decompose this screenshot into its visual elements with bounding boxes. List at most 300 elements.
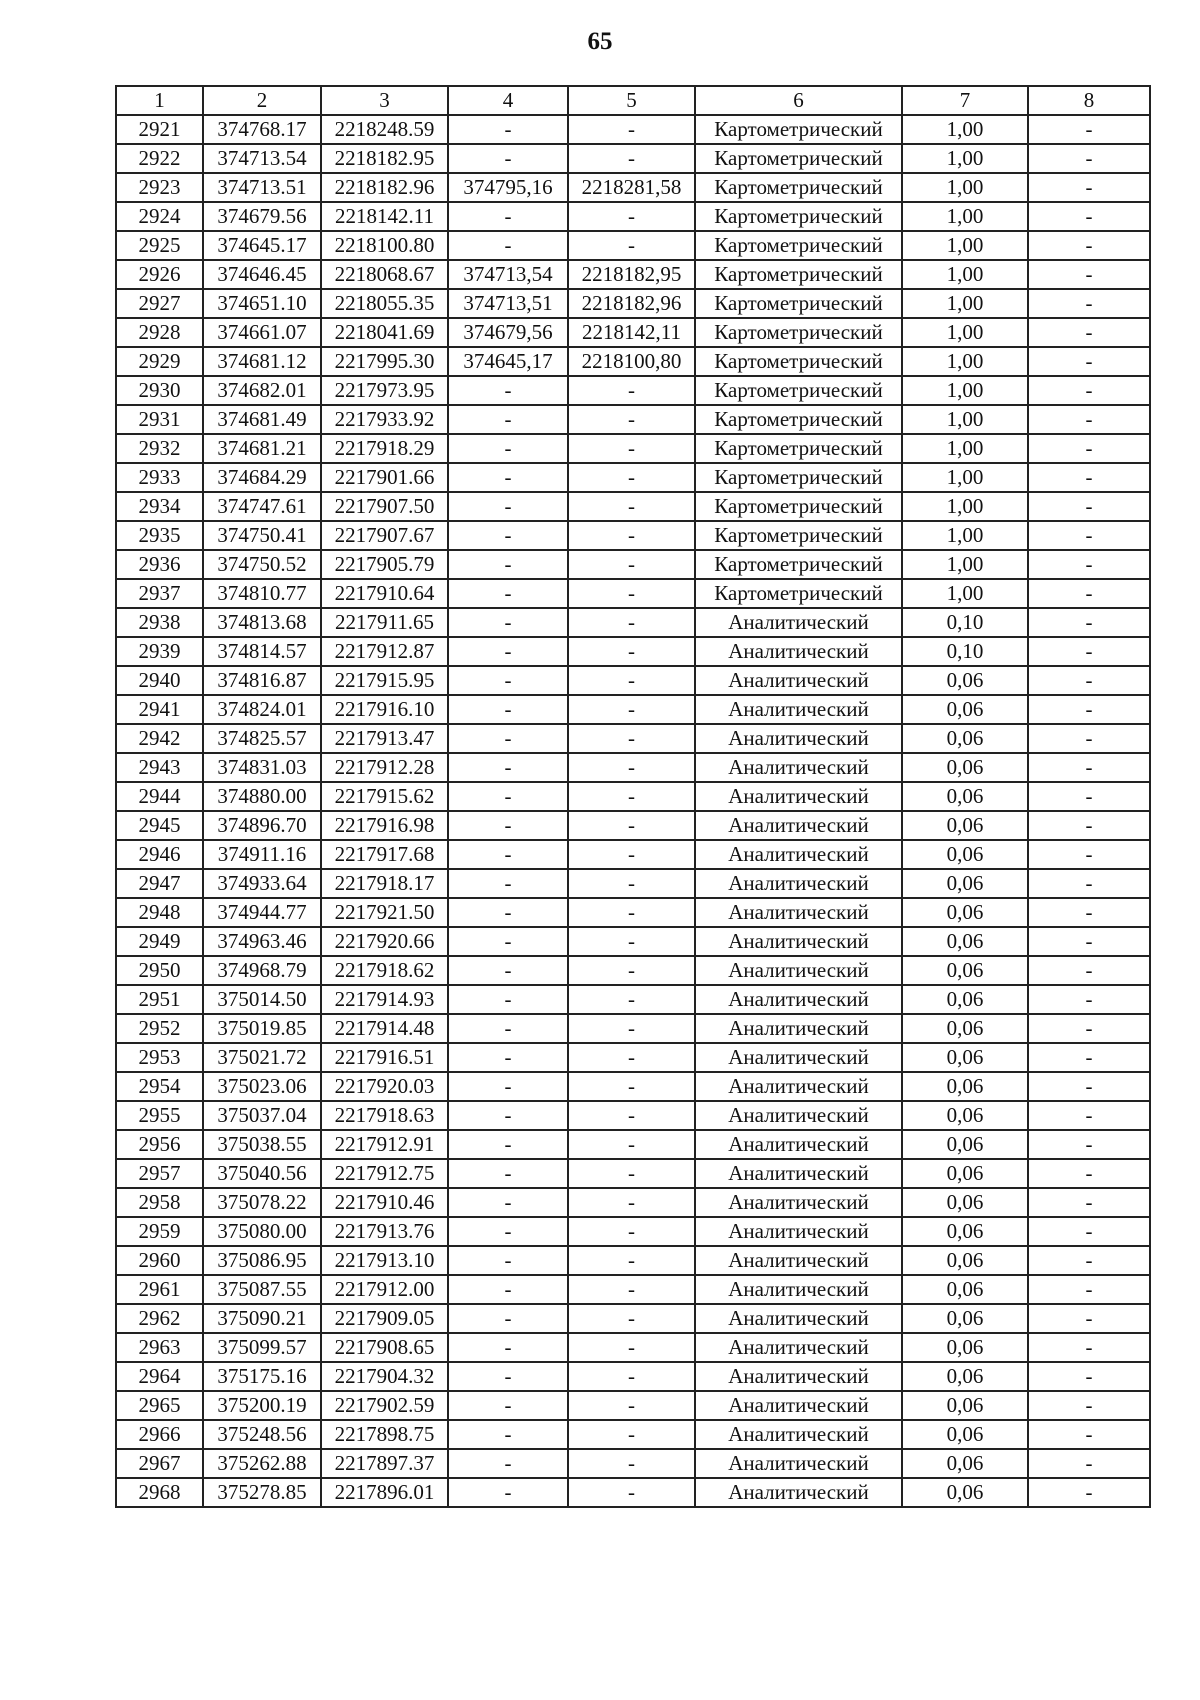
table-row — [116, 521, 1150, 550]
table-cell: 375248.56 — [203, 1420, 321, 1449]
table-cell: - — [1028, 869, 1150, 898]
table-cell: Аналитический — [695, 956, 902, 985]
table-row — [116, 1159, 1150, 1188]
table-cell: 374651.10 — [203, 289, 321, 318]
table-cell: 2939 — [116, 637, 203, 666]
table-cell: - — [568, 144, 695, 173]
table-cell: Аналитический — [695, 1275, 902, 1304]
table-cell: 374933.64 — [203, 869, 321, 898]
table-cell: - — [448, 1014, 568, 1043]
table-cell: 2947 — [116, 869, 203, 898]
table-cell: - — [448, 115, 568, 144]
table-row — [116, 1449, 1150, 1478]
table-cell: 2217910.46 — [321, 1188, 448, 1217]
table-cell: - — [448, 1101, 568, 1130]
table-cell: Аналитический — [695, 608, 902, 637]
table-cell: 2937 — [116, 579, 203, 608]
table-cell: 2923 — [116, 173, 203, 202]
table-cell: - — [1028, 1101, 1150, 1130]
table-cell: 2928 — [116, 318, 203, 347]
table-cell: 2926 — [116, 260, 203, 289]
table-cell: - — [568, 231, 695, 260]
table-cell: 2963 — [116, 1333, 203, 1362]
table-cell: 2218182,95 — [568, 260, 695, 289]
table-cell: Аналитический — [695, 666, 902, 695]
table-cell: - — [568, 1159, 695, 1188]
table-cell: - — [448, 1304, 568, 1333]
table-cell: - — [1028, 956, 1150, 985]
table-cell: - — [448, 521, 568, 550]
table-cell: 0,06 — [902, 1449, 1028, 1478]
table-cell: 2218281,58 — [568, 173, 695, 202]
table-cell: 0,06 — [902, 1159, 1028, 1188]
table-row — [116, 782, 1150, 811]
table-cell: - — [1028, 637, 1150, 666]
table-cell: Аналитический — [695, 898, 902, 927]
table-cell: - — [448, 985, 568, 1014]
table-cell: - — [568, 1275, 695, 1304]
table-cell: 375037.04 — [203, 1101, 321, 1130]
table-cell: 2958 — [116, 1188, 203, 1217]
table-cell: 0,06 — [902, 753, 1028, 782]
table-cell: - — [568, 1188, 695, 1217]
table-cell: Аналитический — [695, 1159, 902, 1188]
table-cell: - — [448, 695, 568, 724]
table-row — [116, 1333, 1150, 1362]
table-cell: Аналитический — [695, 1362, 902, 1391]
table-cell: 0,06 — [902, 1391, 1028, 1420]
table-cell: 374880.00 — [203, 782, 321, 811]
table-cell: Аналитический — [695, 869, 902, 898]
table-cell: 2922 — [116, 144, 203, 173]
table-cell: Аналитический — [695, 782, 902, 811]
table-row — [116, 260, 1150, 289]
table-cell: 2941 — [116, 695, 203, 724]
table-cell: - — [448, 1333, 568, 1362]
table-row — [116, 173, 1150, 202]
table-cell: 374810.77 — [203, 579, 321, 608]
table-row — [116, 724, 1150, 753]
table-cell: - — [568, 985, 695, 1014]
table-cell: - — [448, 782, 568, 811]
table-cell: - — [448, 666, 568, 695]
table-cell: 2217912.87 — [321, 637, 448, 666]
table-cell: 2218142,11 — [568, 318, 695, 347]
table-cell: - — [1028, 405, 1150, 434]
table-cell: 374645,17 — [448, 347, 568, 376]
table-cell: - — [448, 144, 568, 173]
table-cell: 2217901.66 — [321, 463, 448, 492]
table-cell: - — [568, 1478, 695, 1507]
table-cell: - — [448, 1130, 568, 1159]
table-cell: 2927 — [116, 289, 203, 318]
table-cell: - — [448, 1391, 568, 1420]
table-cell: - — [568, 695, 695, 724]
table-cell: - — [448, 1275, 568, 1304]
table-cell: 0,10 — [902, 637, 1028, 666]
table-cell: 2217921.50 — [321, 898, 448, 927]
table-cell: 374825.57 — [203, 724, 321, 753]
table-cell: - — [448, 1072, 568, 1101]
table-row — [116, 753, 1150, 782]
table-cell: 374813.68 — [203, 608, 321, 637]
table-cell: - — [568, 724, 695, 753]
table-cell: Аналитический — [695, 1478, 902, 1507]
table-cell: 0,06 — [902, 1478, 1028, 1507]
table-cell: - — [448, 1217, 568, 1246]
table-cell: 2217912.28 — [321, 753, 448, 782]
table-row — [116, 579, 1150, 608]
table-cell: 2921 — [116, 115, 203, 144]
table-cell: - — [568, 115, 695, 144]
table-cell: 2217896.01 — [321, 1478, 448, 1507]
table-cell: 374713,54 — [448, 260, 568, 289]
table-row — [116, 550, 1150, 579]
table-cell: - — [448, 1478, 568, 1507]
table-cell: Аналитический — [695, 1246, 902, 1275]
table-cell: Аналитический — [695, 985, 902, 1014]
table-cell: 0,06 — [902, 1043, 1028, 1072]
table-cell: Картометрический — [695, 463, 902, 492]
table-cell: 2218068.67 — [321, 260, 448, 289]
table-cell: Картометрический — [695, 289, 902, 318]
table-cell: 2217916.10 — [321, 695, 448, 724]
table-cell: - — [1028, 318, 1150, 347]
table-cell: 2217907.67 — [321, 521, 448, 550]
table-cell: 2217918.62 — [321, 956, 448, 985]
table-cell: - — [448, 724, 568, 753]
table-cell: 374814.57 — [203, 637, 321, 666]
table-cell: 2959 — [116, 1217, 203, 1246]
table-cell: 1,00 — [902, 231, 1028, 260]
table-row — [116, 956, 1150, 985]
table-cell: Аналитический — [695, 1420, 902, 1449]
table-cell: 374963.46 — [203, 927, 321, 956]
table-cell: - — [448, 405, 568, 434]
table-cell: 2931 — [116, 405, 203, 434]
table-cell: - — [568, 869, 695, 898]
table-cell: Аналитический — [695, 1391, 902, 1420]
table-row — [116, 434, 1150, 463]
table-cell: - — [568, 666, 695, 695]
table-cell: Аналитический — [695, 840, 902, 869]
table-cell: Картометрический — [695, 318, 902, 347]
table-cell: 374679,56 — [448, 318, 568, 347]
table-cell: - — [568, 1014, 695, 1043]
table-cell: 2943 — [116, 753, 203, 782]
table-cell: 374646.45 — [203, 260, 321, 289]
table-cell: - — [448, 492, 568, 521]
table-cell: 374750.52 — [203, 550, 321, 579]
table-cell: 2964 — [116, 1362, 203, 1391]
table-cell: 374661.07 — [203, 318, 321, 347]
table-cell: 2962 — [116, 1304, 203, 1333]
table-cell: - — [1028, 434, 1150, 463]
table-row — [116, 1043, 1150, 1072]
table-cell: 2965 — [116, 1391, 203, 1420]
table-cell: - — [1028, 927, 1150, 956]
table-cell: 374816.87 — [203, 666, 321, 695]
table-cell: Аналитический — [695, 753, 902, 782]
table-cell: 374679.56 — [203, 202, 321, 231]
table-cell: Картометрический — [695, 521, 902, 550]
table-cell: - — [1028, 1362, 1150, 1391]
table-cell: 374968.79 — [203, 956, 321, 985]
table-cell: 375040.56 — [203, 1159, 321, 1188]
table-cell: 2956 — [116, 1130, 203, 1159]
table-cell: 2217908.65 — [321, 1333, 448, 1362]
table-cell: 374681.49 — [203, 405, 321, 434]
table-cell: Картометрический — [695, 115, 902, 144]
table-cell: 0,06 — [902, 666, 1028, 695]
table-cell: 2942 — [116, 724, 203, 753]
table-cell: Аналитический — [695, 1188, 902, 1217]
table-cell: 2957 — [116, 1159, 203, 1188]
table-cell: 0,06 — [902, 927, 1028, 956]
table-cell: - — [1028, 1333, 1150, 1362]
table-cell: - — [448, 376, 568, 405]
table-cell: 0,06 — [902, 1362, 1028, 1391]
table-cell: 2218100.80 — [321, 231, 448, 260]
table-cell: 2217915.62 — [321, 782, 448, 811]
table-row — [116, 898, 1150, 927]
table-cell: 2217913.10 — [321, 1246, 448, 1275]
table-cell: 375086.95 — [203, 1246, 321, 1275]
table-cell: 1,00 — [902, 202, 1028, 231]
table-cell: 1,00 — [902, 318, 1028, 347]
table-cell: 0,10 — [902, 608, 1028, 637]
table-cell: - — [1028, 347, 1150, 376]
table-cell: - — [448, 1188, 568, 1217]
column-header: 2 — [203, 86, 321, 115]
table-cell: - — [448, 231, 568, 260]
table-cell: - — [1028, 202, 1150, 231]
table-cell: 374713,51 — [448, 289, 568, 318]
table-cell: 374713.54 — [203, 144, 321, 173]
table-cell: 374682.01 — [203, 376, 321, 405]
table-cell: - — [1028, 608, 1150, 637]
table-cell: - — [1028, 1188, 1150, 1217]
table-cell: Аналитический — [695, 1449, 902, 1478]
table-cell: 1,00 — [902, 289, 1028, 318]
table-cell: Картометрический — [695, 434, 902, 463]
table-cell: - — [1028, 1304, 1150, 1333]
table-cell: Картометрический — [695, 405, 902, 434]
table-cell: 2217905.79 — [321, 550, 448, 579]
table-cell: - — [568, 1217, 695, 1246]
table-cell: - — [568, 1391, 695, 1420]
table-row — [116, 231, 1150, 260]
table-cell: - — [1028, 376, 1150, 405]
table-cell: - — [568, 1362, 695, 1391]
column-header: 5 — [568, 86, 695, 115]
table-cell: - — [1028, 782, 1150, 811]
table-cell: 2940 — [116, 666, 203, 695]
table-cell: 2935 — [116, 521, 203, 550]
table-cell: Картометрический — [695, 202, 902, 231]
table-row — [116, 985, 1150, 1014]
table-cell: - — [448, 898, 568, 927]
table-cell: - — [1028, 463, 1150, 492]
table-cell: - — [568, 1101, 695, 1130]
table-cell: - — [1028, 492, 1150, 521]
table-cell: - — [1028, 666, 1150, 695]
table-cell: - — [448, 869, 568, 898]
table-row — [116, 347, 1150, 376]
table-cell: 0,06 — [902, 1072, 1028, 1101]
table-cell: 0,06 — [902, 1420, 1028, 1449]
table-row — [116, 492, 1150, 521]
table-cell: 2217918.63 — [321, 1101, 448, 1130]
table-row — [116, 1014, 1150, 1043]
table-cell: 0,06 — [902, 1304, 1028, 1333]
table-cell: - — [1028, 1246, 1150, 1275]
table-cell: 2968 — [116, 1478, 203, 1507]
table-cell: Аналитический — [695, 1217, 902, 1246]
table-cell: - — [1028, 840, 1150, 869]
table-cell: 2218100,80 — [568, 347, 695, 376]
table-cell: 1,00 — [902, 405, 1028, 434]
table-cell: - — [568, 753, 695, 782]
table-cell: - — [1028, 260, 1150, 289]
table-cell: - — [568, 434, 695, 463]
table-cell: 2218248.59 — [321, 115, 448, 144]
table-cell: - — [568, 463, 695, 492]
table-row — [116, 1101, 1150, 1130]
table-cell: - — [1028, 753, 1150, 782]
table-cell: 2217918.29 — [321, 434, 448, 463]
table-cell: 2217911.65 — [321, 608, 448, 637]
table-cell: - — [568, 376, 695, 405]
table-cell: 2217913.76 — [321, 1217, 448, 1246]
table-cell: 0,06 — [902, 956, 1028, 985]
table-row — [116, 1391, 1150, 1420]
table-cell: 1,00 — [902, 376, 1028, 405]
table-row — [116, 202, 1150, 231]
table-cell: 374684.29 — [203, 463, 321, 492]
table-cell: 1,00 — [902, 434, 1028, 463]
table-cell: - — [1028, 1217, 1150, 1246]
table-cell: Картометрический — [695, 376, 902, 405]
coordinates-table — [115, 85, 1151, 1508]
table-cell: 0,06 — [902, 985, 1028, 1014]
table-cell: 375019.85 — [203, 1014, 321, 1043]
table-cell: 2952 — [116, 1014, 203, 1043]
table-cell: 375023.06 — [203, 1072, 321, 1101]
table-cell: 2930 — [116, 376, 203, 405]
table-cell: Аналитический — [695, 1130, 902, 1159]
table-cell: 2217995.30 — [321, 347, 448, 376]
table-cell: 374944.77 — [203, 898, 321, 927]
table-cell: - — [448, 550, 568, 579]
table-row — [116, 869, 1150, 898]
table-cell: 2933 — [116, 463, 203, 492]
table-cell: - — [448, 1246, 568, 1275]
table-cell: 0,06 — [902, 724, 1028, 753]
table-cell: 2934 — [116, 492, 203, 521]
table-cell: - — [1028, 289, 1150, 318]
table-cell: 374795,16 — [448, 173, 568, 202]
table-body — [116, 115, 1150, 1507]
table-cell: - — [448, 637, 568, 666]
table-row — [116, 840, 1150, 869]
table-cell: 2217917.68 — [321, 840, 448, 869]
table-cell: - — [568, 405, 695, 434]
table-row — [116, 376, 1150, 405]
table-cell: - — [568, 1130, 695, 1159]
table-cell: 2218041.69 — [321, 318, 448, 347]
column-header: 1 — [116, 86, 203, 115]
table-cell: 2946 — [116, 840, 203, 869]
table-cell: 2217912.00 — [321, 1275, 448, 1304]
table-cell: - — [448, 1362, 568, 1391]
table-cell: 1,00 — [902, 115, 1028, 144]
table-cell: 0,06 — [902, 1014, 1028, 1043]
table-cell: 2932 — [116, 434, 203, 463]
table-cell: Аналитический — [695, 1043, 902, 1072]
table-cell: - — [568, 1449, 695, 1478]
table-cell: 2217907.50 — [321, 492, 448, 521]
table-cell: - — [568, 521, 695, 550]
table-cell: - — [568, 782, 695, 811]
table-cell: - — [1028, 985, 1150, 1014]
table-row — [116, 637, 1150, 666]
table-cell: - — [1028, 1420, 1150, 1449]
table-cell: 1,00 — [902, 579, 1028, 608]
table-cell: - — [568, 492, 695, 521]
table-row — [116, 811, 1150, 840]
table-cell: 374768.17 — [203, 115, 321, 144]
table-cell: 2217914.48 — [321, 1014, 448, 1043]
table-cell: - — [568, 608, 695, 637]
table-cell: - — [1028, 173, 1150, 202]
table-cell: 0,06 — [902, 1246, 1028, 1275]
table-cell: 2944 — [116, 782, 203, 811]
table-cell: 2217897.37 — [321, 1449, 448, 1478]
table-cell: 2938 — [116, 608, 203, 637]
table-cell: 2217912.75 — [321, 1159, 448, 1188]
table-row — [116, 318, 1150, 347]
table-row — [116, 405, 1150, 434]
table-cell: 2966 — [116, 1420, 203, 1449]
table-cell: - — [568, 898, 695, 927]
table-row — [116, 1420, 1150, 1449]
column-header: 3 — [321, 86, 448, 115]
table-cell: - — [1028, 144, 1150, 173]
table-cell: 1,00 — [902, 173, 1028, 202]
table-cell: 0,06 — [902, 811, 1028, 840]
table-cell: - — [448, 956, 568, 985]
table-cell: 2217933.92 — [321, 405, 448, 434]
table-cell: 2217918.17 — [321, 869, 448, 898]
table-cell: Аналитический — [695, 1333, 902, 1362]
table-cell: 2217912.91 — [321, 1130, 448, 1159]
table-cell: - — [448, 579, 568, 608]
table-cell: 2217920.03 — [321, 1072, 448, 1101]
table-cell: 0,06 — [902, 1275, 1028, 1304]
table-cell: 2217902.59 — [321, 1391, 448, 1420]
table-cell: 0,06 — [902, 898, 1028, 927]
table-cell: 0,06 — [902, 1333, 1028, 1362]
table-cell: - — [1028, 1014, 1150, 1043]
table-cell: - — [1028, 115, 1150, 144]
table-cell: Картометрический — [695, 550, 902, 579]
table-cell: - — [1028, 1159, 1150, 1188]
table-cell: - — [568, 927, 695, 956]
table-cell: 2217916.51 — [321, 1043, 448, 1072]
table-row — [116, 463, 1150, 492]
table-cell: 0,06 — [902, 1101, 1028, 1130]
